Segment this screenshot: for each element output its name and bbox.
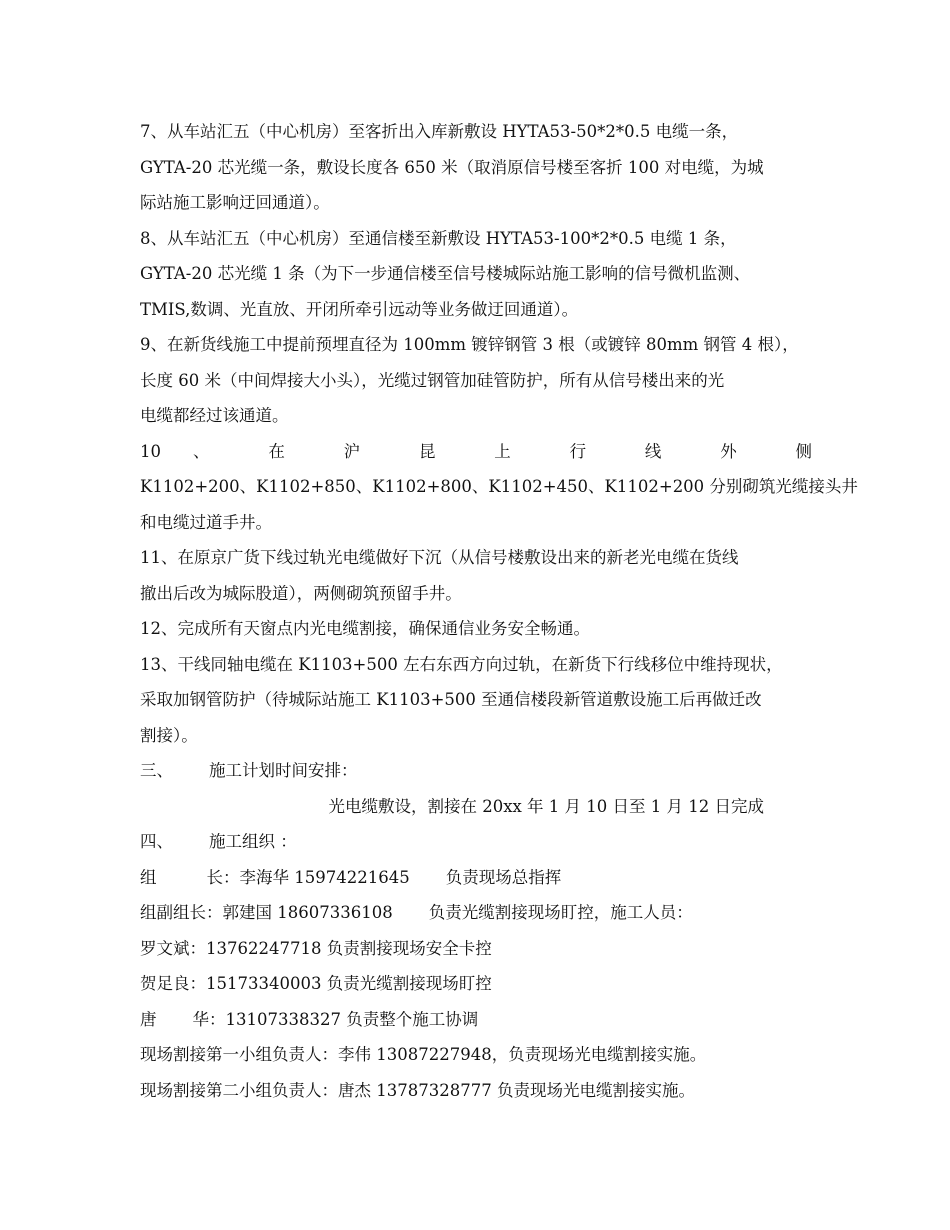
section-4-title: 施工组织 ： <box>209 832 297 851</box>
item-13-line-3: 割接）。 <box>140 725 198 745</box>
staff-leader-name: 长：李海华 15974221645 <box>206 867 410 887</box>
item-10-line-3: 和电缆过道手井。 <box>140 512 272 532</box>
item-11-line-2: 撤出后改为城际股道），两侧砌筑预留手井。 <box>140 583 462 603</box>
item-8-line-3: TMIS,数调、光直放、开闭所牵引远动等业务做迂回通道）。 <box>140 299 579 319</box>
item-12-line-1: 12、完成所有天窗点内光电缆割接，确保通信业务安全畅通。 <box>140 619 590 638</box>
item-9-line-3: 电缆都经过该通道。 <box>140 406 289 425</box>
document-body <box>140 114 858 1108</box>
staff-deputy-name: 组副组长：郭建国 18607336108 <box>140 903 393 922</box>
item-10-word: 在 <box>268 441 312 461</box>
item-10-word: 、 <box>193 441 237 461</box>
item-8-line-2: GYTA-20 芯光缆 1 条（为下一步通信楼至信号楼城际站施工影响的信号微机监测、 <box>140 264 751 283</box>
staff-leader <box>140 860 812 896</box>
item-13-line-1: 13、干线同轴电缆在 K1103+500 左右东西方向过轨，在新货下行线移位中维持现状， <box>140 654 783 674</box>
item-10-word: 侧 <box>795 441 813 461</box>
item-10-word: 昆 <box>418 441 463 461</box>
staff-luo: 罗文斌：13762247718 负责割接现场安全卡控 <box>140 938 492 958</box>
staff-group-2: 现场割接第二小组负责人：唐杰 13787328777 负责现场光电缆割接实施。 <box>140 1080 695 1100</box>
item-10-word: 沪 <box>343 441 387 461</box>
item-9-line-2: 长度 60 米（中间焊接大小头），光缆过钢管加硅管防护，所有从信号楼出来的光 <box>140 370 725 390</box>
item-10-line-2: K1102+200、K1102+850、K1102+800、K1102+450、K1102+200 分别砌筑光缆接头井 <box>140 477 858 496</box>
staff-leader-label-a: 组 <box>140 867 157 887</box>
staff-group-1: 现场割接第一小组负责人：李伟 13087227948，负责现场光电缆割接实施。 <box>140 1045 707 1064</box>
item-10-word: 上 <box>494 441 538 461</box>
section-4-heading <box>140 824 812 860</box>
staff-tang-rest: 华：13107338327 负责整个施工协调 <box>192 1009 479 1029</box>
staff-he: 贺足良：15173340003 负责光缆割接现场盯控 <box>140 974 492 993</box>
item-8-line-1: 8、从车站汇五（中心机房）至通信楼至新敷设 HYTA53-100*2*0.5 电缆 1 条， <box>140 228 737 248</box>
staff-tang <box>140 1002 812 1038</box>
section-3-heading <box>140 753 812 789</box>
section-3-title: 施工计划时间安排： <box>209 761 358 780</box>
item-10-word: 10 <box>140 441 161 461</box>
item-10-word: 线 <box>644 441 689 461</box>
item-9-line-1: 9、在新货线施工中提前预埋直径为 100mm 镀锌钢管 3 根（或镀锌 80mm 钢管 4 根）， <box>140 335 799 354</box>
section-3-body: 光电缆敷设，割接在 20xx 年 1 月 10 日至 1 月 12 日完成 <box>328 796 764 816</box>
staff-tang-label-a: 唐 <box>140 1009 157 1029</box>
section-3-number: 三、 <box>140 761 173 780</box>
section-4-number: 四、 <box>140 832 173 851</box>
item-11-line-1: 11、在原京广货下线过轨光电缆做好下沉（从信号楼敷设出来的新老光电缆在货线 <box>140 548 739 567</box>
item-7-line-2: GYTA-20 芯光缆一条，敷设长度各 650 米（取消原信号楼至客折 100 对电缆，为城 <box>140 157 764 177</box>
item-10-word: 行 <box>569 441 613 461</box>
staff-leader-duty: 负责现场总指挥 <box>445 867 562 887</box>
item-7-line-3: 际站施工影响迂回通道）。 <box>140 193 330 212</box>
staff-deputy-duty: 负责光缆割接现场盯控，施工人员： <box>428 903 693 922</box>
item-10-line-1 <box>140 434 812 470</box>
item-10-word: 外 <box>720 441 764 461</box>
item-13-line-2: 采取加钢管防护（待城际站施工 K1103+500 至通信楼段新管道敷设施工后再做迁改 <box>140 690 762 709</box>
item-7-line-1: 7、从车站汇五（中心机房）至客折出入库新敷设 HYTA53-50*2*0.5 电缆一条， <box>140 122 739 141</box>
staff-deputy <box>140 895 812 931</box>
